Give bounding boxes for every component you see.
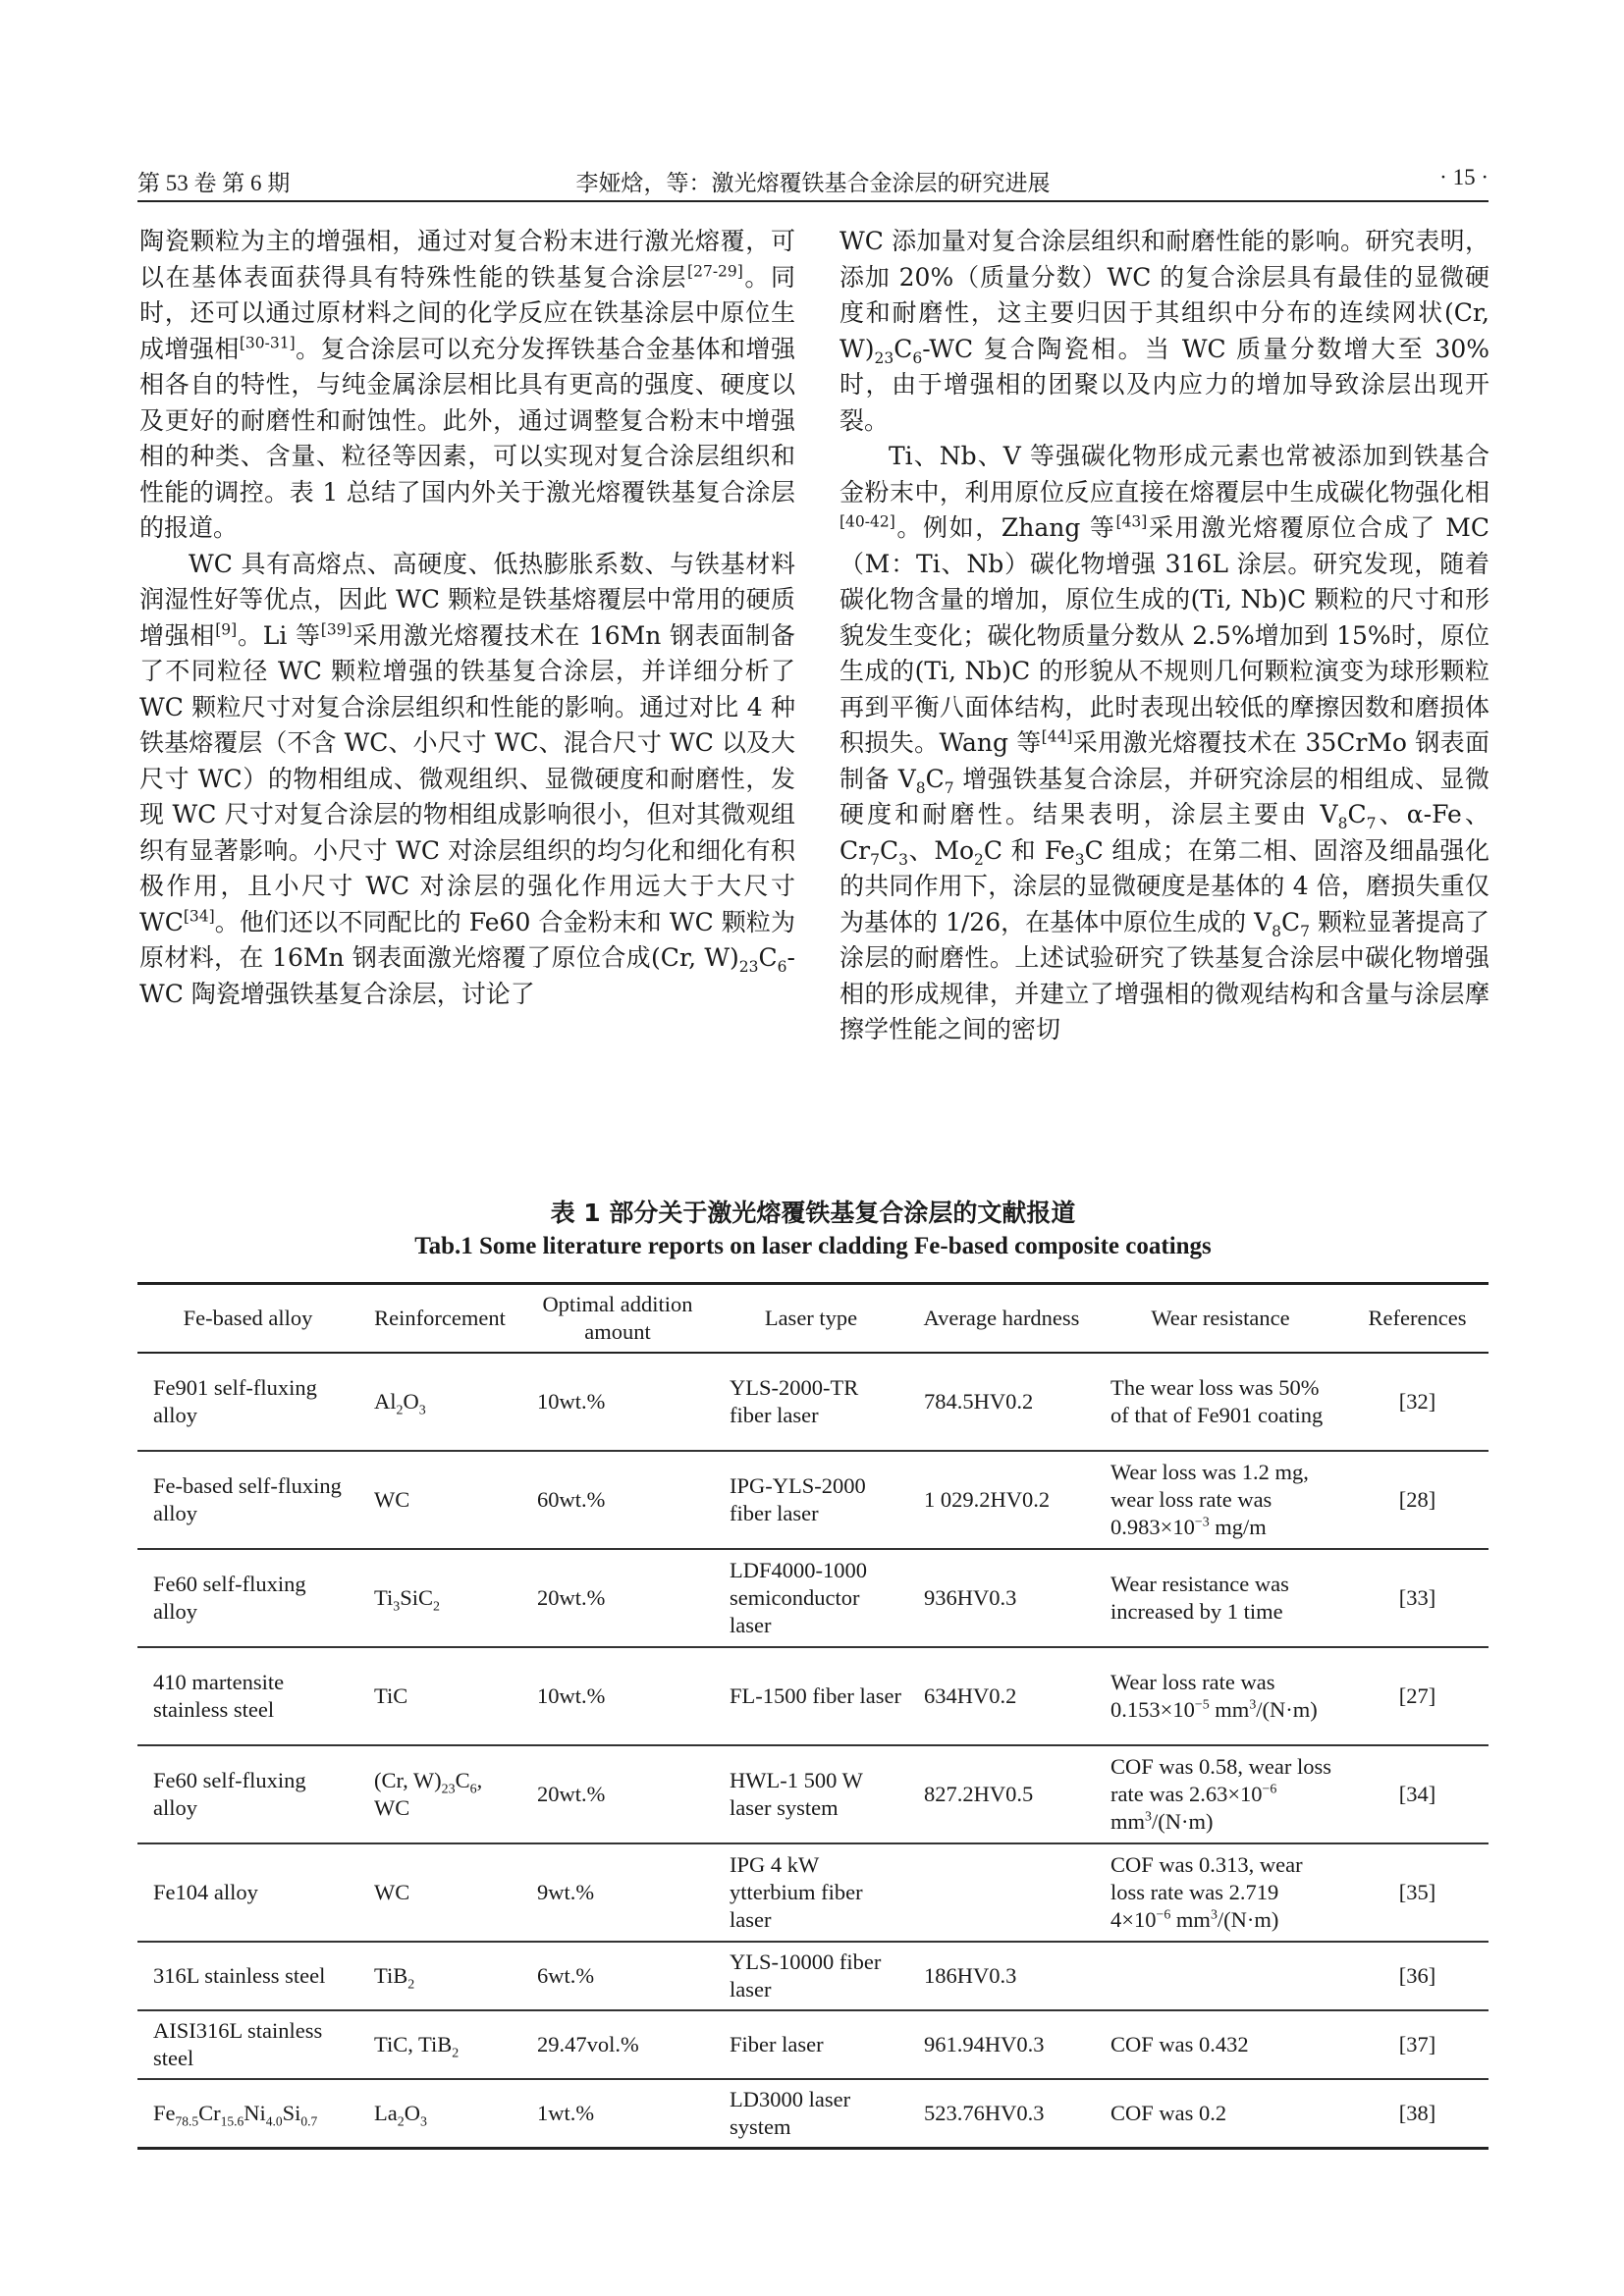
column-header: References bbox=[1346, 1284, 1489, 1354]
reference-cell: [37] bbox=[1346, 2010, 1489, 2079]
amount-cell: 20wt.% bbox=[521, 1549, 714, 1647]
citation[interactable]: [40-42] bbox=[839, 512, 895, 531]
journal-volume: 第 53 卷 第 6 期 bbox=[137, 171, 291, 195]
amount-cell: 10wt.% bbox=[521, 1353, 714, 1451]
right-column bbox=[839, 224, 1489, 1048]
hardness-cell bbox=[908, 1843, 1095, 1942]
paragraph: 陶瓷颗粒为主的增强相，通过对复合粉末进行激光熔覆，可以在基体表面获得具有特殊性能的铁基复合涂层[27-29]。同时，还可以通过原材料之间的化学反应在铁基涂层中原位生成增强相[30-31]。复合涂层可以充分发挥铁基合金基体和增强相各自的特性，与纯金属涂层相比具有更高的强度、硬度以及更好的耐磨性和耐蚀性。此外，通过调整复合粉末中增强相的种类、含量、粒径等因素，可以实现对复合涂层组织和性能的调控。表 1 总结了国内外关于激光熔覆铁基复合涂层的报道。 bbox=[139, 227, 795, 542]
table-row bbox=[137, 1942, 1489, 2010]
hardness-cell: 1 029.2HV0.2 bbox=[908, 1451, 1095, 1549]
alloy-cell: Fe-based self-fluxing alloy bbox=[137, 1451, 358, 1549]
amount-cell: 20wt.% bbox=[521, 1745, 714, 1843]
amount-cell: 1wt.% bbox=[521, 2079, 714, 2148]
reinforcement-cell: $La_2O_3$ bbox=[358, 2079, 521, 2148]
alloy-cell: AISI316L stainless steel bbox=[137, 2010, 358, 2079]
laser-cell: YLS-2000-TR fiber laser bbox=[714, 1353, 908, 1451]
column-header: Laser type bbox=[714, 1284, 908, 1354]
page-number: · 15 · bbox=[1439, 165, 1489, 189]
hardness-cell: 186HV0.3 bbox=[908, 1942, 1095, 2010]
table-row bbox=[137, 1353, 1489, 1451]
wear-cell: Wear loss rate was $0.153\times 10^{-5}$ $mm^3/(N\cdot m)$ bbox=[1095, 1647, 1346, 1745]
laser-cell: YLS-10000 fiber laser bbox=[714, 1942, 908, 2010]
reinforcement-cell: TiC bbox=[358, 1647, 521, 1745]
hardness-cell: 523.76HV0.3 bbox=[908, 2079, 1095, 2148]
citation[interactable]: [39] bbox=[320, 620, 352, 639]
citation[interactable]: [34] bbox=[183, 907, 215, 926]
amount-cell: 6wt.% bbox=[521, 1942, 714, 2010]
paragraph: WC 添加量对复合涂层组织和耐磨性能的影响。研究表明，添加 20%（质量分数）WC 的复合涂层具有最佳的显微硬度和耐磨性，这主要归因于其组织中分布的连续网状(Cr, $W)_{23}C_6-WC$ 复合陶瓷相。当 WC 质量分数增大至 30%时，由于增强相的团聚以及内应力的增加导致涂层出现开裂。 bbox=[839, 227, 1489, 435]
table-row bbox=[137, 1745, 1489, 1843]
paragraph: Ti、Nb、V 等强碳化物形成元素也常被添加到铁基合金粉末中，利用原位反应直接在熔覆层中生成碳化物强化相[40-42]。例如，Zhang 等[43]采用激光熔覆原位合成了 MC（M：Ti、Nb）碳化物增强 316L 涂层。研究发现，随着碳化物含量的增加，原位生成的(Ti, Nb)C 颗粒的尺寸和形貌发生变化；碳化物质量分数从 2.5%增加到 15%时，原位生成的(Ti, Nb)C 的形貌从不规则几何颗粒演变为球形颗粒再到平衡八面体结构，此时表现出较低的摩擦因数和磨损体积损失。Wang 等[44]采用激光熔覆技术在 35CrMo 钢表面制备 $V_8C_7$ 增强铁基复合涂层，并研究涂层的相组成、显微硬度和耐磨性。结果表明，涂层主要由 $V_8C_7$、α-Fe、$Cr_7C_3$、$Mo_2C$ 和 $Fe_3C$ 组成；在第二相、固溶及细晶强化的共同作用下，涂层的显微硬度是基体的 4 倍，磨损失重仅为基体的 1/26，在基体中原位生成的 $V_8C_7$ 颗粒显著提高了涂层的耐磨性。上述试验研究了铁基复合涂层中碳化物增强相的形成规律，并建立了增强相的微观结构和含量与涂层摩擦学性能之间的密切 bbox=[839, 442, 1490, 1043]
reference-cell: [36] bbox=[1346, 1942, 1489, 2010]
table-caption bbox=[137, 1196, 1489, 1262]
table-row bbox=[137, 1843, 1489, 1942]
reference-cell: [33] bbox=[1346, 1549, 1489, 1647]
alloy-cell: Fe901 self-fluxing alloy bbox=[137, 1353, 358, 1451]
reinforcement-cell: TiC, TiB$_2$ bbox=[358, 2010, 521, 2079]
alloy-cell: Fe60 self-fluxing alloy bbox=[137, 1745, 358, 1843]
reinforcement-cell: (Cr, $W)_{23}C_6$, WC bbox=[358, 1745, 521, 1843]
table-row bbox=[137, 2010, 1489, 2079]
reinforcement-cell: $Ti_3SiC_2$ bbox=[358, 1549, 521, 1647]
table-caption-en: Tab.1 Some literature reports on laser cladding Fe-based composite coatings bbox=[414, 1233, 1212, 1259]
table-row bbox=[137, 1549, 1489, 1647]
column-header: Average hardness bbox=[908, 1284, 1095, 1354]
citation[interactable]: [44] bbox=[1041, 727, 1073, 746]
wear-cell: Wear loss was 1.2 mg, wear loss rate was $0.983\times 10^{-3}$ mg/m bbox=[1095, 1451, 1346, 1549]
hardness-cell: 936HV0.3 bbox=[908, 1549, 1095, 1647]
amount-cell: 60wt.% bbox=[521, 1451, 714, 1549]
laser-cell: HWL-1 500 W laser system bbox=[714, 1745, 908, 1843]
reinforcement-cell: $Al_2O_3$ bbox=[358, 1353, 521, 1451]
alloy-cell: $Fe_{78.5}Cr_{15.6}Ni_{4.0}Si_{0.7}$ bbox=[137, 2079, 358, 2148]
reinforcement-cell: TiB$_2$ bbox=[358, 1942, 521, 2010]
table-row bbox=[137, 2079, 1489, 2148]
citation[interactable]: [9] bbox=[215, 620, 238, 639]
hardness-cell: 784.5HV0.2 bbox=[908, 1353, 1095, 1451]
column-header: Wear resistance bbox=[1095, 1284, 1346, 1354]
left-column bbox=[139, 224, 795, 1012]
reinforcement-cell: WC bbox=[358, 1843, 521, 1942]
laser-cell: Fiber laser bbox=[714, 2010, 908, 2079]
reference-cell: [38] bbox=[1346, 2079, 1489, 2148]
table-header-row bbox=[137, 1284, 1489, 1354]
wear-cell: COF was 0.2 bbox=[1095, 2079, 1346, 2148]
reference-cell: [35] bbox=[1346, 1843, 1489, 1942]
header-rule bbox=[137, 200, 1489, 202]
reference-cell: [32] bbox=[1346, 1353, 1489, 1451]
amount-cell: 9wt.% bbox=[521, 1843, 714, 1942]
alloy-cell: 410 martensite stainless steel bbox=[137, 1647, 358, 1745]
running-header bbox=[137, 157, 1489, 200]
citation[interactable]: [27-29] bbox=[687, 262, 743, 281]
column-header: Fe-based alloy bbox=[137, 1284, 358, 1354]
hardness-cell: 961.94HV0.3 bbox=[908, 2010, 1095, 2079]
laser-cell: LD3000 laser system bbox=[714, 2079, 908, 2148]
wear-cell: Wear resistance was increased by 1 time bbox=[1095, 1549, 1346, 1647]
citation[interactable]: [30-31] bbox=[239, 334, 296, 352]
laser-cell: LDF4000-1000 semiconductor laser bbox=[714, 1549, 908, 1647]
amount-cell: 29.47vol.% bbox=[521, 2010, 714, 2079]
amount-cell: 10wt.% bbox=[521, 1647, 714, 1745]
literature-table bbox=[137, 1282, 1489, 2150]
reference-cell: [34] bbox=[1346, 1745, 1489, 1843]
alloy-cell: 316L stainless steel bbox=[137, 1942, 358, 2010]
laser-cell: IPG-YLS-2000 fiber laser bbox=[714, 1451, 908, 1549]
column-header: Reinforcement bbox=[358, 1284, 521, 1354]
citation[interactable]: [43] bbox=[1115, 512, 1148, 531]
wear-cell: COF was 0.432 bbox=[1095, 2010, 1346, 2079]
reference-cell: [27] bbox=[1346, 1647, 1489, 1745]
wear-cell bbox=[1095, 1942, 1346, 2010]
table-caption-zh: 表 1 部分关于激光熔覆铁基复合涂层的文献报道 bbox=[550, 1199, 1076, 1227]
alloy-cell: Fe60 self-fluxing alloy bbox=[137, 1549, 358, 1647]
laser-cell: FL-1500 fiber laser bbox=[714, 1647, 908, 1745]
wear-cell: COF was 0.58, wear loss rate was $2.63\times 10^{-6}$ $mm^3/(N\cdot m)$ bbox=[1095, 1745, 1346, 1843]
hardness-cell: 634HV0.2 bbox=[908, 1647, 1095, 1745]
table-row bbox=[137, 1451, 1489, 1549]
table-row bbox=[137, 1647, 1489, 1745]
hardness-cell: 827.2HV0.5 bbox=[908, 1745, 1095, 1843]
wear-cell: COF was 0.313, wear loss rate was 2.719 $4\times 10^{-6}$ $mm^3/(N\cdot m)$ bbox=[1095, 1843, 1346, 1942]
laser-cell: IPG 4 kW ytterbium fiber laser bbox=[714, 1843, 908, 1942]
alloy-cell: Fe104 alloy bbox=[137, 1843, 358, 1942]
column-header: Optimal addition amount bbox=[521, 1284, 714, 1354]
reinforcement-cell: WC bbox=[358, 1451, 521, 1549]
running-title: 李娅焓，等：激光熔覆铁基合金涂层的研究进展 bbox=[575, 171, 1051, 195]
paragraph: WC 具有高熔点、高硬度、低热膨胀系数、与铁基材料润湿性好等优点，因此 WC 颗粒是铁基熔覆层中常用的硬质增强相[9]。Li 等[39]采用激光熔覆技术在 16Mn 钢表面制备了不同粒径 WC 颗粒增强的铁基复合涂层，并详细分析了 WC 颗粒尺寸对复合涂层组织和性能的影响。通过对比 4 种铁基熔覆层（不含 WC、小尺寸 WC、混合尺寸 WC 以及大尺寸 WC）的物相组成、微观组织、显微硬度和耐磨性，发现 WC 尺寸对复合涂层的物相组成影响很小，但对其微观组织有显著影响。小尺寸 WC 对涂层组织的均匀化和细化有积极作用，且小尺寸 WC 对涂层的强化作用远大于大尺寸 WC[34]。他们还以不同配比的 Fe60 合金粉末和 WC 颗粒为原材料，在 16Mn 钢表面激光熔覆了原位合成(Cr, $W)_{23}C_6-WC$ 陶瓷增强铁基复合涂层，讨论了 bbox=[139, 549, 795, 1008]
reference-cell: [28] bbox=[1346, 1451, 1489, 1549]
wear-cell: The wear loss was 50% of that of Fe901 coating bbox=[1095, 1353, 1346, 1451]
